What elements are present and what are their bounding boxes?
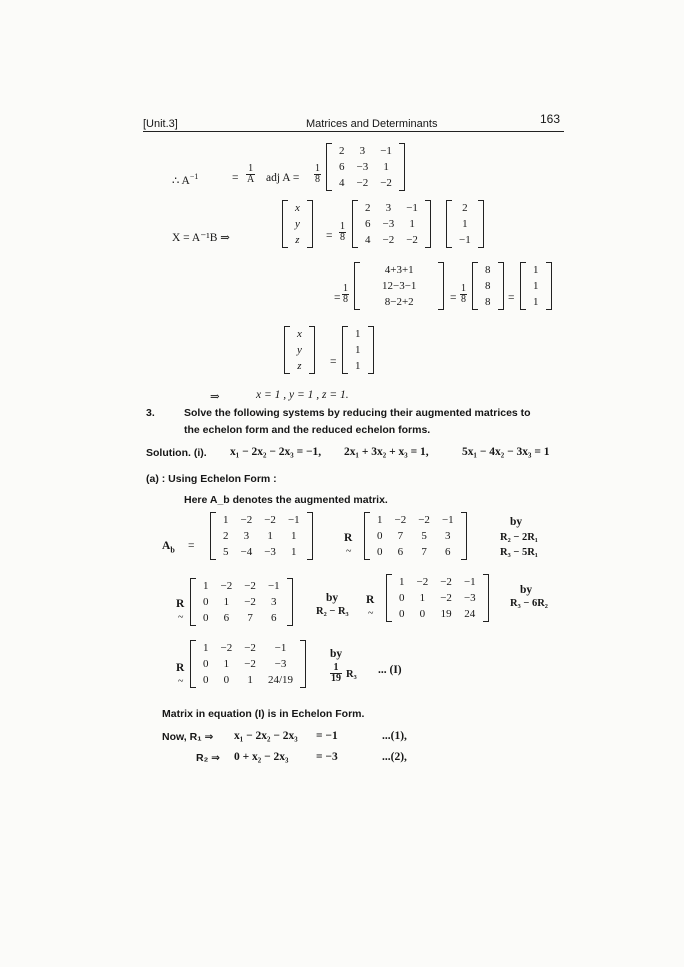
matrix-cell: 7 [421,546,427,558]
matrix-cell: −3 [463,592,476,604]
step2-sum-vector [354,262,444,310]
step2-eq2: = [508,292,515,304]
op-3: R₃ − 6R₂ [510,598,548,609]
tilde-3: ~ [368,608,374,619]
matrix-cell: 1 [291,530,297,542]
by-2: by [326,592,339,604]
solution-eq3: 5x₁ − 4x₂ − 3x₃ = 1 [462,446,550,458]
matrix-cell: −2 [418,514,430,526]
matrix-cell: 1 [355,328,361,340]
op-4: $\frac{1}{19}$ R₃ [331,662,357,684]
matrix-cell: 1 [462,218,468,230]
matrix-cell: 1 [203,580,209,592]
step2-eq0: = [334,292,341,304]
matrix-cell: −1 [441,514,454,526]
x-vector [282,200,313,248]
matrix-cell: 3 [385,202,392,214]
matrix-cell: −2 [244,658,256,670]
op-2: R₂ − R₃ [316,606,349,617]
solve-lhs: X = A⁻¹B ⇒ [172,232,230,244]
matrix-cell: 3 [359,145,366,157]
step2-scalar2: $\frac{1}{8}$ [461,283,466,305]
by-4: by [330,648,343,660]
matrix-cell: 1 [377,514,383,526]
matrix-cell: 2 [223,530,229,542]
solve-matrix [352,200,431,248]
matrix-cell: 8 [485,264,491,276]
matrix-cell: 0 [399,592,405,604]
by-1: by [510,516,523,528]
now-label: Now, R₁ ⇒ [162,731,214,743]
matrix-cell: 6 [223,612,230,624]
by-3: by [520,584,533,596]
matrix-cell: 2 [339,145,345,157]
part-a-note: Here A_b denotes the augmented matrix. [184,494,388,506]
matrix-cell: −1 [287,514,300,526]
matrix-cell: 1 [223,514,229,526]
matrix-cell: 1 [533,264,539,276]
matrix-cell: 8−2+2 [384,296,414,308]
result-arrow: ⇒ [210,391,220,403]
step3-eq: = [330,356,337,368]
matrix-cell: −2 [394,514,407,526]
unit-label: [Unit.3] [143,118,178,130]
matrix-cell: −2 [264,514,276,526]
matrix-cell: 5 [421,530,427,542]
matrix-cell: 0 [377,530,383,542]
now-tag2: ...(2), [382,751,407,763]
matrix-cell: −2 [220,642,233,654]
matrix-cell: 1 [223,658,230,670]
solve-eq: = [326,230,333,242]
op-1a: R₂ − 2R₁ [500,532,538,543]
matrix-cell: 0 [203,674,209,686]
matrix-cell: −1 [274,642,287,654]
adj-label: adj A = [266,172,300,184]
tilde-4: ~ [178,676,184,687]
matrix-cell: 1 [419,592,426,604]
matrix-4 [386,574,489,622]
matrix-cell: −2 [382,234,395,246]
matrix-cell: 3 [243,530,250,542]
ab-matrix-2 [364,512,467,560]
now-eq2: 0 + x₂ − 2x₃ [234,751,289,763]
step2-scalar: $\frac{1}{8}$ [343,283,348,305]
part-a-label: (a) : Using Echelon Form : [146,473,277,485]
matrix-cell: 3 [445,530,451,542]
matrix-cell: 1 [355,344,361,356]
matrix-cell: 2 [462,202,468,214]
matrix-cell: 7 [397,530,404,542]
matrix-cell: 3 [271,596,277,608]
tilde-1: ~ [346,546,352,557]
question-line2: the echelon form and the reduced echelon forms. [184,424,431,436]
matrix-cell: 24/19 [267,674,293,686]
matrix-cell: 19 [440,608,452,620]
matrix-cell: −3 [264,546,276,558]
now-rhs2: = −3 [316,751,338,763]
op-1b: R₃ − 5R₁ [500,547,538,558]
step2-eight-vector [472,262,504,310]
matrix-cell: −2 [244,580,256,592]
matrix-cell: 0 [203,612,209,624]
row-equiv-4: R [176,662,185,674]
step2-eq1: = [450,292,457,304]
tilde-2: ~ [178,612,184,623]
matrix-cell: 6 [365,218,371,230]
row-equiv-2: R [176,598,185,610]
matrix-cell: −1 [380,145,392,157]
matrix-cell: 6 [271,612,277,624]
matrix-cell: 4+3+1 [384,264,414,276]
matrix-cell: −4 [240,546,253,558]
matrix-cell: 6 [445,546,451,558]
matrix-cell: −2 [380,177,392,189]
header-rule [143,131,564,132]
b-vector [446,200,484,248]
matrix-3 [190,578,293,626]
matrix-cell: 2 [365,202,371,214]
matrix-cell: 0 [377,546,383,558]
inverse-eq: = [232,172,239,184]
echelon-matrix [190,640,306,688]
now-tag1: ...(1), [382,730,407,742]
matrix-cell: 1 [355,360,361,372]
matrix-cell: z [295,234,300,246]
now-eq1: x₁ − 2x₂ − 2x₃ [234,730,298,742]
matrix-cell: −3 [382,218,395,230]
solve-scalar: $\frac{1}{8}$ [340,221,345,243]
matrix-cell: −1 [406,202,418,214]
matrix-cell: 1 [533,280,539,292]
matrix-cell: 24 [464,608,476,620]
matrix-cell: 8 [485,280,491,292]
matrix-cell: y [295,218,300,230]
matrix-cell: −2 [244,596,256,608]
matrix-cell: 1 [409,218,415,230]
row-equiv-1: R [344,532,353,544]
page-number: 163 [540,112,561,126]
ab-matrix [210,512,313,560]
conclusion-text: Matrix in equation (I) is in Echelon Form. [162,708,365,720]
inverse-lhs: ∴ $A^{-1}$ [172,172,199,187]
matrix-cell: −2 [240,514,253,526]
inverse-fraction: $\frac{1}{A}$ [247,163,255,185]
matrix-cell: −2 [356,177,369,189]
matrix-cell: 0 [223,674,230,686]
now-label2: R₂ ⇒ [196,752,220,764]
matrix-cell: y [297,344,302,356]
matrix-cell: 1 [223,596,230,608]
equation-tag-i: ... (I) [378,664,402,676]
solution-label: Solution. (i). [146,447,207,459]
solution-eq2: 2x₁ + 3x₂ + x₃ = 1, [344,446,429,458]
matrix-cell: −2 [440,576,452,588]
matrix-cell: 1 [267,530,273,542]
page-title: Matrices and Determinants [306,118,438,130]
matrix-cell: 1 [203,642,209,654]
ab-eq: = [188,540,195,552]
matrix-cell: 1 [291,546,297,558]
inverse-matrix [326,143,405,191]
ab-label: $A_b$ [162,540,175,555]
now-rhs1: = −1 [316,730,338,742]
matrix-cell: 6 [339,161,345,173]
matrix-cell: −3 [356,161,369,173]
matrix-cell: 1 [399,576,405,588]
matrix-cell: 4 [339,177,345,189]
step3-x-vector [284,326,315,374]
matrix-cell: x [295,202,300,214]
matrix-cell: −2 [220,580,233,592]
solution-eq1: x₁ − 2x₂ − 2x₃ = −1, [230,446,322,458]
matrix-cell: 1 [247,674,253,686]
matrix-cell: 1 [383,161,389,173]
step2-one-vector [520,262,552,310]
matrix-cell: 7 [247,612,253,624]
matrix-cell: 1 [533,296,539,308]
matrix-cell: 12−3−1 [382,280,417,292]
row-equiv-3: R [366,594,375,606]
matrix-cell: 8 [485,296,491,308]
matrix-cell: −1 [463,576,476,588]
matrix-cell: 0 [399,608,405,620]
step3-one-vector [342,326,374,374]
matrix-cell: −2 [440,592,452,604]
matrix-cell: 0 [419,608,426,620]
matrix-cell: −1 [459,234,471,246]
question-line1: Solve the following systems by reducing their augmented matrices to [184,407,531,419]
matrix-cell: −3 [274,658,287,670]
matrix-cell: 6 [397,546,404,558]
matrix-cell: −2 [406,234,418,246]
matrix-cell: 0 [203,658,209,670]
matrix-cell: 4 [365,234,371,246]
matrix-cell: 5 [223,546,229,558]
matrix-cell: −2 [244,642,256,654]
matrix-cell: x [297,328,302,340]
matrix-cell: −1 [267,580,280,592]
inverse-scalar: $\frac{1}{8}$ [315,163,320,185]
matrix-cell: −2 [416,576,429,588]
result-text: x = 1 , y = 1 , z = 1. [256,389,349,401]
matrix-cell: z [297,360,302,372]
question-number: 3. [146,407,155,419]
matrix-cell: 0 [203,596,209,608]
